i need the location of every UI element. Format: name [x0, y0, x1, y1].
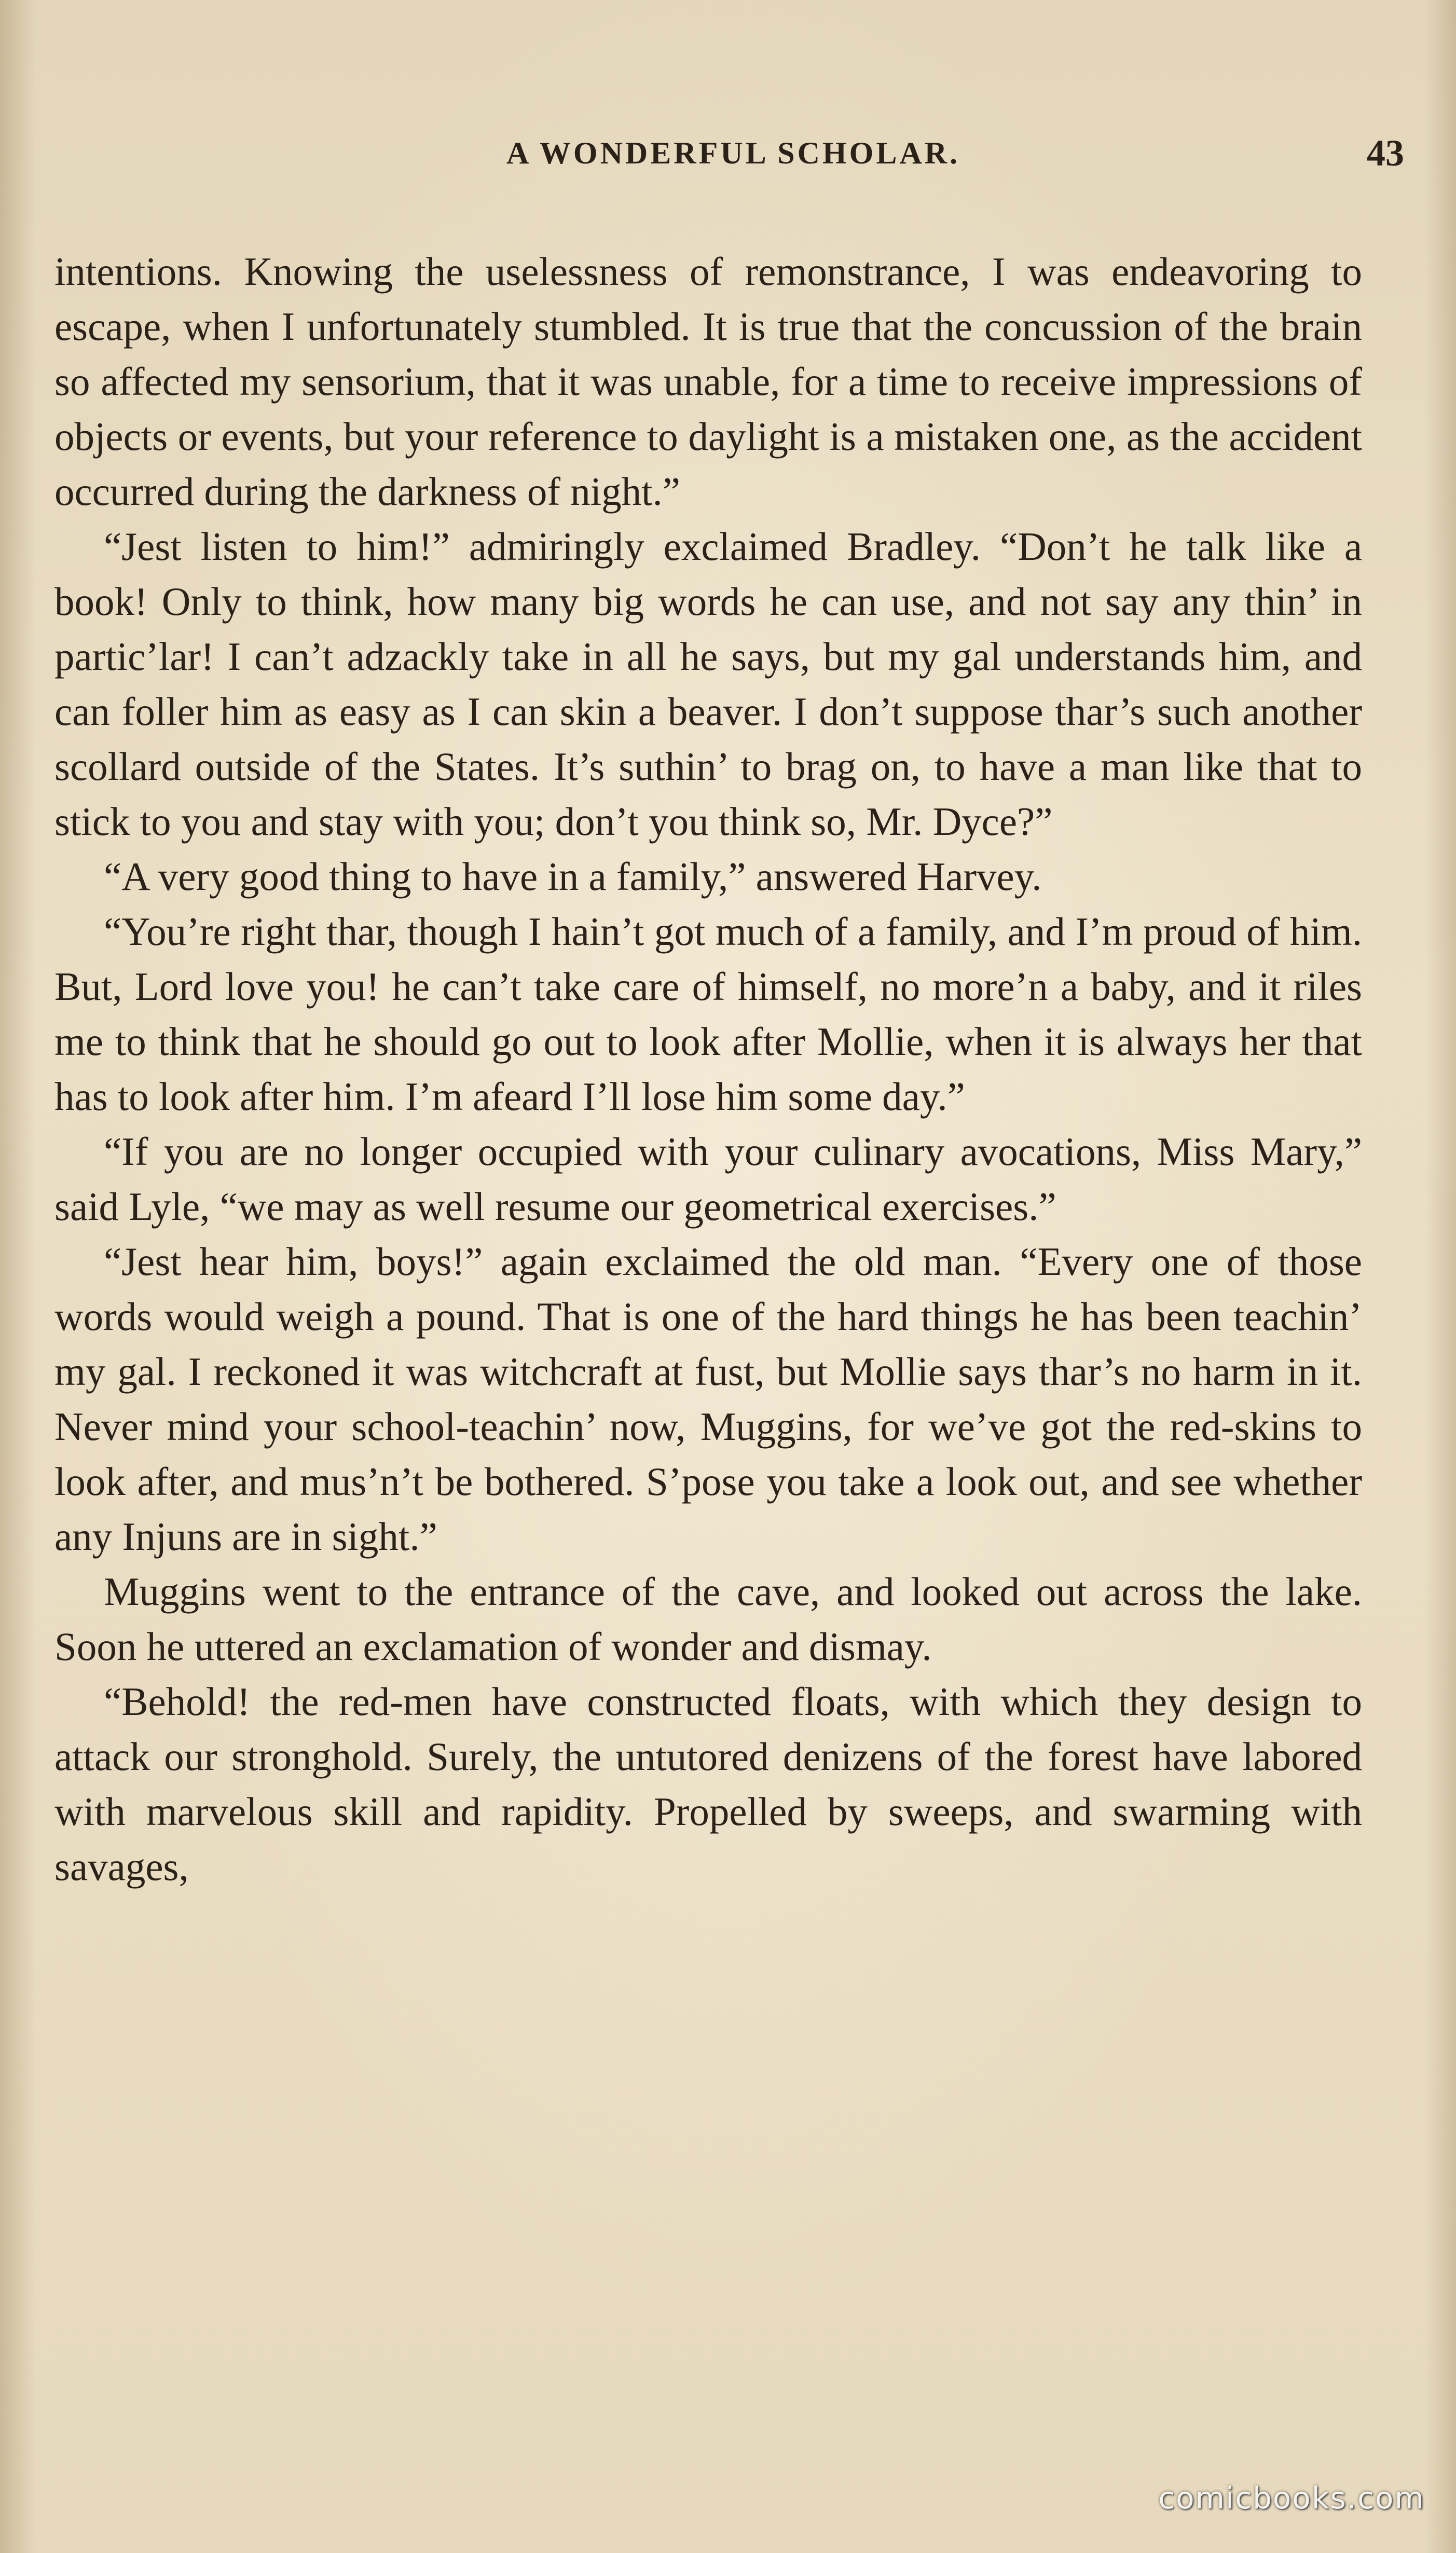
paragraph: “Behold! the red-men have constructed floats, with which they design to attack our stronghold. Surely, the untutored denizens of the forest have labored with marvelous skill and rapidity. Propelled by sweeps, and swarming with savages,	[54, 1679, 1362, 1889]
watermark: comicbooks.com	[1158, 2480, 1425, 2516]
page-edge-shadow-left	[0, 0, 36, 2553]
paragraph: “You’re right thar, though I hain’t got much of a family, and I’m proud of him. But, Lord love you! he can’t take care of himself, no more’n a baby, and it riles me to think that he should go out to look after Mollie, when it is always her that has to look after him. I’m afeard I’ll lose him some day.”	[54, 909, 1362, 1119]
page-edge-shadow-right	[1425, 0, 1456, 2553]
paragraph: “Jest listen to him!” admiringly exclaimed Bradley. “Don’t he talk like a book! Only to think, how many big words he can use, and not say any thin’ in partic’lar! I can’t adzackly take in all he says, but my gal understands him, and can foller him as easy as I can skin a beaver. I don’t suppose thar’s such another scollard outside of the States. It’s suthin’ to brag on, to have a man like that to stick to you and stay with you; don’t you think so, Mr. Dyce?”	[54, 524, 1362, 844]
paragraph: “Jest hear him, boys!” again exclaimed the old man. “Every one of those words would weigh a pound. That is one of the hard things he has been teachin’ my gal. I reckoned it was witchcraft at fust, but Mollie says thar’s no harm in it. Never mind your school-teachin’ now, Muggins, for we’ve got the red-skins to look after, and mus’n’t be bothered. S’pose you take a look out, and see whether any Injuns are in sight.”	[54, 1239, 1362, 1559]
running-head: A WONDERFUL SCHOLAR.	[506, 136, 960, 170]
body-text	[54, 244, 1362, 1894]
paragraph: intentions. Knowing the uselessness of remonstrance, I was endeavoring to escape, when I unfortunately stumbled. It is true that the concussion of the brain so affected my sensorium, that it was unable, for a time to receive impressions of objects or events, but your reference to daylight is a mistaken one, as the accident occurred during the darkness of night.”	[54, 249, 1362, 514]
page-number: 43	[1367, 132, 1404, 174]
page-header	[62, 130, 1404, 176]
paragraph: Muggins went to the entrance of the cave, and looked out across the lake. Soon he uttered an exclamation of wonder and dismay.	[54, 1569, 1362, 1669]
paragraph: “A very good thing to have in a family,” answered Harvey.	[104, 854, 1042, 899]
paragraph: “If you are no longer occupied with your culinary avocations, Miss Mary,” said Lyle, “we may as well resume our geometrical exercises.”	[54, 1129, 1362, 1229]
